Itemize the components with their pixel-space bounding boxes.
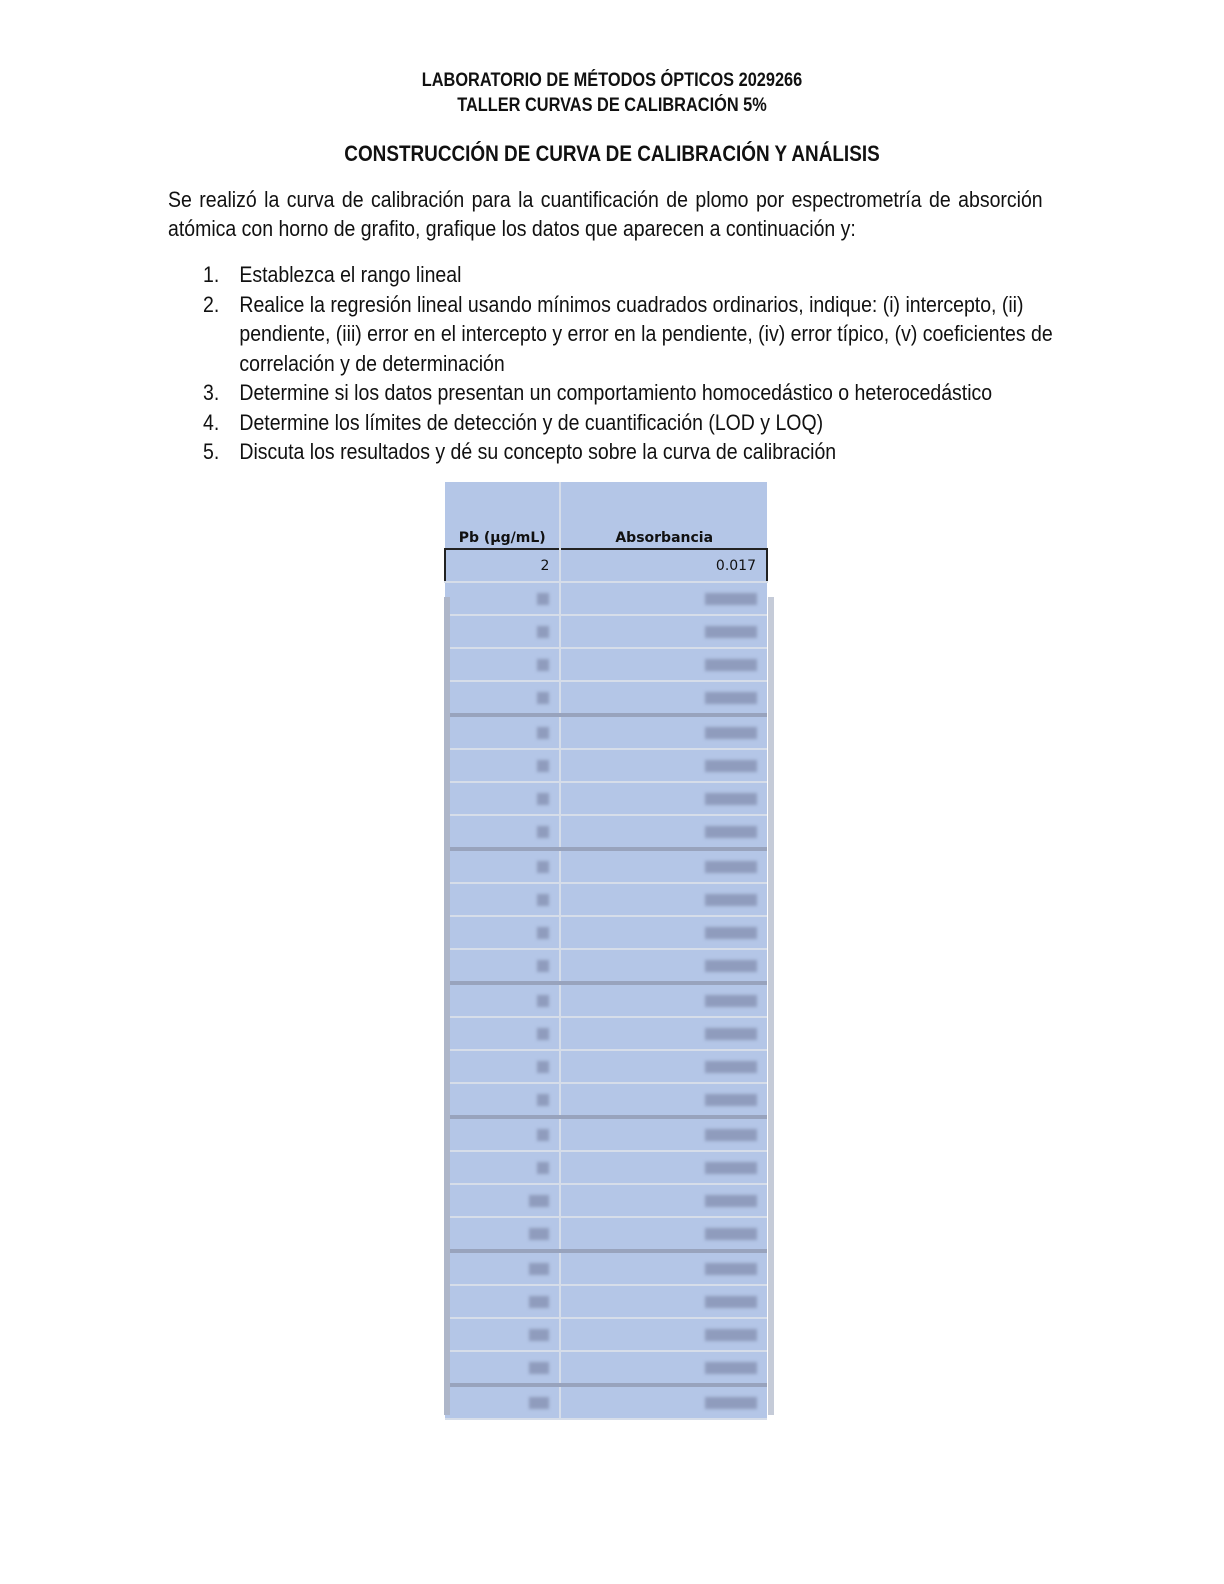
cell-pb-redacted: [445, 1083, 560, 1117]
cell-pb-redacted: [445, 983, 560, 1017]
redacted-value: [529, 1195, 549, 1207]
cell-absorbance-redacted: [560, 1351, 767, 1385]
redacted-value: [537, 995, 549, 1007]
cell-absorbance-redacted: [560, 983, 767, 1017]
cell-absorbance-redacted: [560, 1117, 767, 1151]
cell-pb-redacted: [445, 1217, 560, 1251]
task-item: [203, 408, 1069, 438]
task-number: 3.: [203, 380, 220, 405]
table-row-redacted: [445, 681, 767, 715]
table-row-redacted: [445, 883, 767, 916]
redacted-value: [705, 1094, 757, 1106]
cell-absorbance-redacted: [560, 815, 767, 849]
cell-absorbance-redacted: [560, 749, 767, 782]
table-row-redacted: [445, 1285, 767, 1318]
cell-pb-redacted: [445, 916, 560, 949]
cell-absorbance-redacted: [560, 1285, 767, 1318]
redacted-value: [537, 659, 549, 671]
redacted-value: [537, 1129, 549, 1141]
cell-pb-redacted: [445, 1251, 560, 1285]
table-row-redacted: [445, 715, 767, 749]
cell-absorbance-redacted: [560, 615, 767, 648]
cell-pb-redacted: [445, 1318, 560, 1351]
task-text: Discuta los resultados y dé su concepto sobre la curva de calibración: [239, 439, 837, 464]
cell-absorbance-redacted: [560, 648, 767, 681]
cell-pb-redacted: [445, 1351, 560, 1385]
redacted-value: [705, 861, 757, 873]
redacted-value: [705, 1228, 757, 1240]
task-text: Determine los límites de detección y de cuantificación (LOD y LOQ): [239, 409, 824, 435]
intro-paragraph: Se realizó la curva de calibración para la cuantificación de plomo por espectrometría de absorción atómica con horno de grafito, grafique los datos que aparecen a continuación y:: [168, 187, 1043, 241]
cell-absorbance-redacted: [560, 1083, 767, 1117]
table-row-redacted: [445, 849, 767, 883]
redacted-value: [705, 927, 757, 939]
cell-absorbance-redacted: [560, 1385, 767, 1419]
cell-pb-redacted: [445, 815, 560, 849]
cell-absorbance: 0.017: [560, 549, 767, 582]
cell-pb-redacted: [445, 1017, 560, 1050]
task-number: 5.: [203, 439, 220, 464]
cell-absorbance-redacted: [560, 849, 767, 883]
cell-pb-redacted: [445, 1050, 560, 1083]
table-row-redacted: [445, 1217, 767, 1251]
cell-absorbance-redacted: [560, 1050, 767, 1083]
table-row-redacted: [445, 949, 767, 983]
redacted-value: [537, 1061, 549, 1073]
redacted-value: [537, 760, 549, 772]
cell-absorbance-redacted: [560, 1151, 767, 1184]
task-item: [203, 290, 1069, 379]
table-row-redacted: [445, 648, 767, 681]
redacted-value: [705, 760, 757, 772]
cell-pb-redacted: [445, 648, 560, 681]
cell-pb-redacted: [445, 615, 560, 648]
redacted-value: [705, 1129, 757, 1141]
table-row-redacted: [445, 1318, 767, 1351]
table-row-redacted: [445, 1083, 767, 1117]
cell-pb: 2: [445, 549, 560, 582]
cell-pb-redacted: [445, 681, 560, 715]
cell-absorbance-redacted: [560, 1184, 767, 1217]
task-text: Realice la regresión lineal usando mínimos cuadrados ordinarios, indique: (i) intercepto, (ii) pendiente, (iii) error en el intercepto y error en la pendiente, (iv) error típico, (v) coeficientes de correlación y de determinación: [239, 291, 1053, 376]
redacted-value: [537, 593, 549, 605]
redacted-value: [705, 692, 757, 704]
redacted-value: [537, 1028, 549, 1040]
table-row-redacted: [445, 815, 767, 849]
cell-pb-redacted: [445, 849, 560, 883]
redacted-value: [529, 1362, 549, 1374]
redacted-value: [537, 1162, 549, 1174]
redacted-value: [537, 960, 549, 972]
cell-pb-redacted: [445, 1184, 560, 1217]
redacted-value: [705, 626, 757, 638]
table-row-redacted: [445, 1117, 767, 1151]
cell-absorbance-redacted: [560, 1217, 767, 1251]
redacted-value: [537, 793, 549, 805]
cell-absorbance-redacted: [560, 782, 767, 815]
task-text: Determine si los datos presentan un comportamiento homocedástico o heterocedástico: [239, 380, 993, 405]
redacted-value: [537, 927, 549, 939]
redacted-value: [705, 1329, 757, 1341]
redacted-value: [705, 1195, 757, 1207]
redacted-value: [705, 727, 757, 739]
redacted-value: [705, 960, 757, 972]
table-header-row: [445, 482, 767, 549]
redacted-value: [529, 1397, 549, 1409]
redacted-value: [705, 1162, 757, 1174]
cell-absorbance-redacted: [560, 1251, 767, 1285]
redacted-value: [705, 995, 757, 1007]
redacted-value: [537, 826, 549, 838]
table-row-redacted: [445, 749, 767, 782]
task-item: [203, 437, 1069, 467]
cell-pb-redacted: [445, 749, 560, 782]
cell-pb-redacted: [445, 1151, 560, 1184]
cell-pb-redacted: [445, 949, 560, 983]
redacted-value: [529, 1296, 549, 1308]
redacted-value: [705, 593, 757, 605]
task-number: 2.: [203, 291, 220, 317]
table-row-redacted: [445, 1351, 767, 1385]
cell-pb-redacted: [445, 782, 560, 815]
redacted-value: [705, 1296, 757, 1308]
redacted-value: [537, 894, 549, 906]
cell-absorbance-redacted: [560, 949, 767, 983]
task-item: [203, 260, 1069, 290]
redacted-value: [705, 659, 757, 671]
redacted-value: [705, 1263, 757, 1275]
redacted-value: [705, 1397, 757, 1409]
redacted-value: [529, 1228, 549, 1240]
cell-absorbance-redacted: [560, 883, 767, 916]
cell-absorbance-redacted: [560, 1017, 767, 1050]
cell-pb-redacted: [445, 715, 560, 749]
table-row-redacted: [445, 615, 767, 648]
task-number: 4.: [203, 409, 220, 435]
redacted-value: [705, 1061, 757, 1073]
redacted-value: [537, 626, 549, 638]
cell-pb-redacted: [445, 1117, 560, 1151]
redacted-value: [537, 727, 549, 739]
workshop-title: TALLER CURVAS DE CALIBRACIÓN 5%: [457, 95, 767, 116]
redacted-value: [705, 894, 757, 906]
task-text: Establezca el rango lineal: [239, 262, 462, 287]
calibration-table: [444, 482, 768, 1420]
table-row-redacted: [445, 1017, 767, 1050]
cell-pb-redacted: [445, 883, 560, 916]
redacted-value: [529, 1329, 549, 1341]
table-row-redacted: [445, 1050, 767, 1083]
table-row-redacted: [445, 1251, 767, 1285]
table-row-redacted: [445, 1385, 767, 1419]
redacted-value: [537, 1094, 549, 1106]
cell-pb-redacted: [445, 1285, 560, 1318]
table-row-redacted: [445, 1151, 767, 1184]
task-list: [203, 260, 1069, 467]
cell-absorbance-redacted: [560, 916, 767, 949]
cell-absorbance-redacted: [560, 681, 767, 715]
task-number: 1.: [203, 262, 220, 287]
column-header-absorbance: Absorbancia: [560, 482, 767, 549]
table-row-redacted: [445, 782, 767, 815]
redacted-value: [537, 692, 549, 704]
table-row: [445, 549, 767, 582]
redacted-value: [537, 861, 549, 873]
table-row-redacted: [445, 1184, 767, 1217]
redacted-value: [705, 1028, 757, 1040]
lab-title: LABORATORIO DE MÉTODOS ÓPTICOS 2029266: [421, 70, 803, 91]
table-row-redacted: [445, 582, 767, 615]
table-row-redacted: [445, 983, 767, 1017]
redacted-value: [705, 793, 757, 805]
cell-absorbance-redacted: [560, 582, 767, 615]
cell-pb-redacted: [445, 582, 560, 615]
table-row-redacted: [445, 916, 767, 949]
cell-pb-redacted: [445, 1385, 560, 1419]
redacted-value: [705, 826, 757, 838]
cell-absorbance-redacted: [560, 1318, 767, 1351]
redacted-value: [705, 1362, 757, 1374]
column-header-pb: Pb (µg/mL): [445, 482, 560, 549]
redacted-value: [529, 1263, 549, 1275]
cell-absorbance-redacted: [560, 715, 767, 749]
section-title: CONSTRUCCIÓN DE CURVA DE CALIBRACIÓN Y ANÁLISIS: [344, 141, 880, 166]
task-item: [203, 378, 1069, 408]
